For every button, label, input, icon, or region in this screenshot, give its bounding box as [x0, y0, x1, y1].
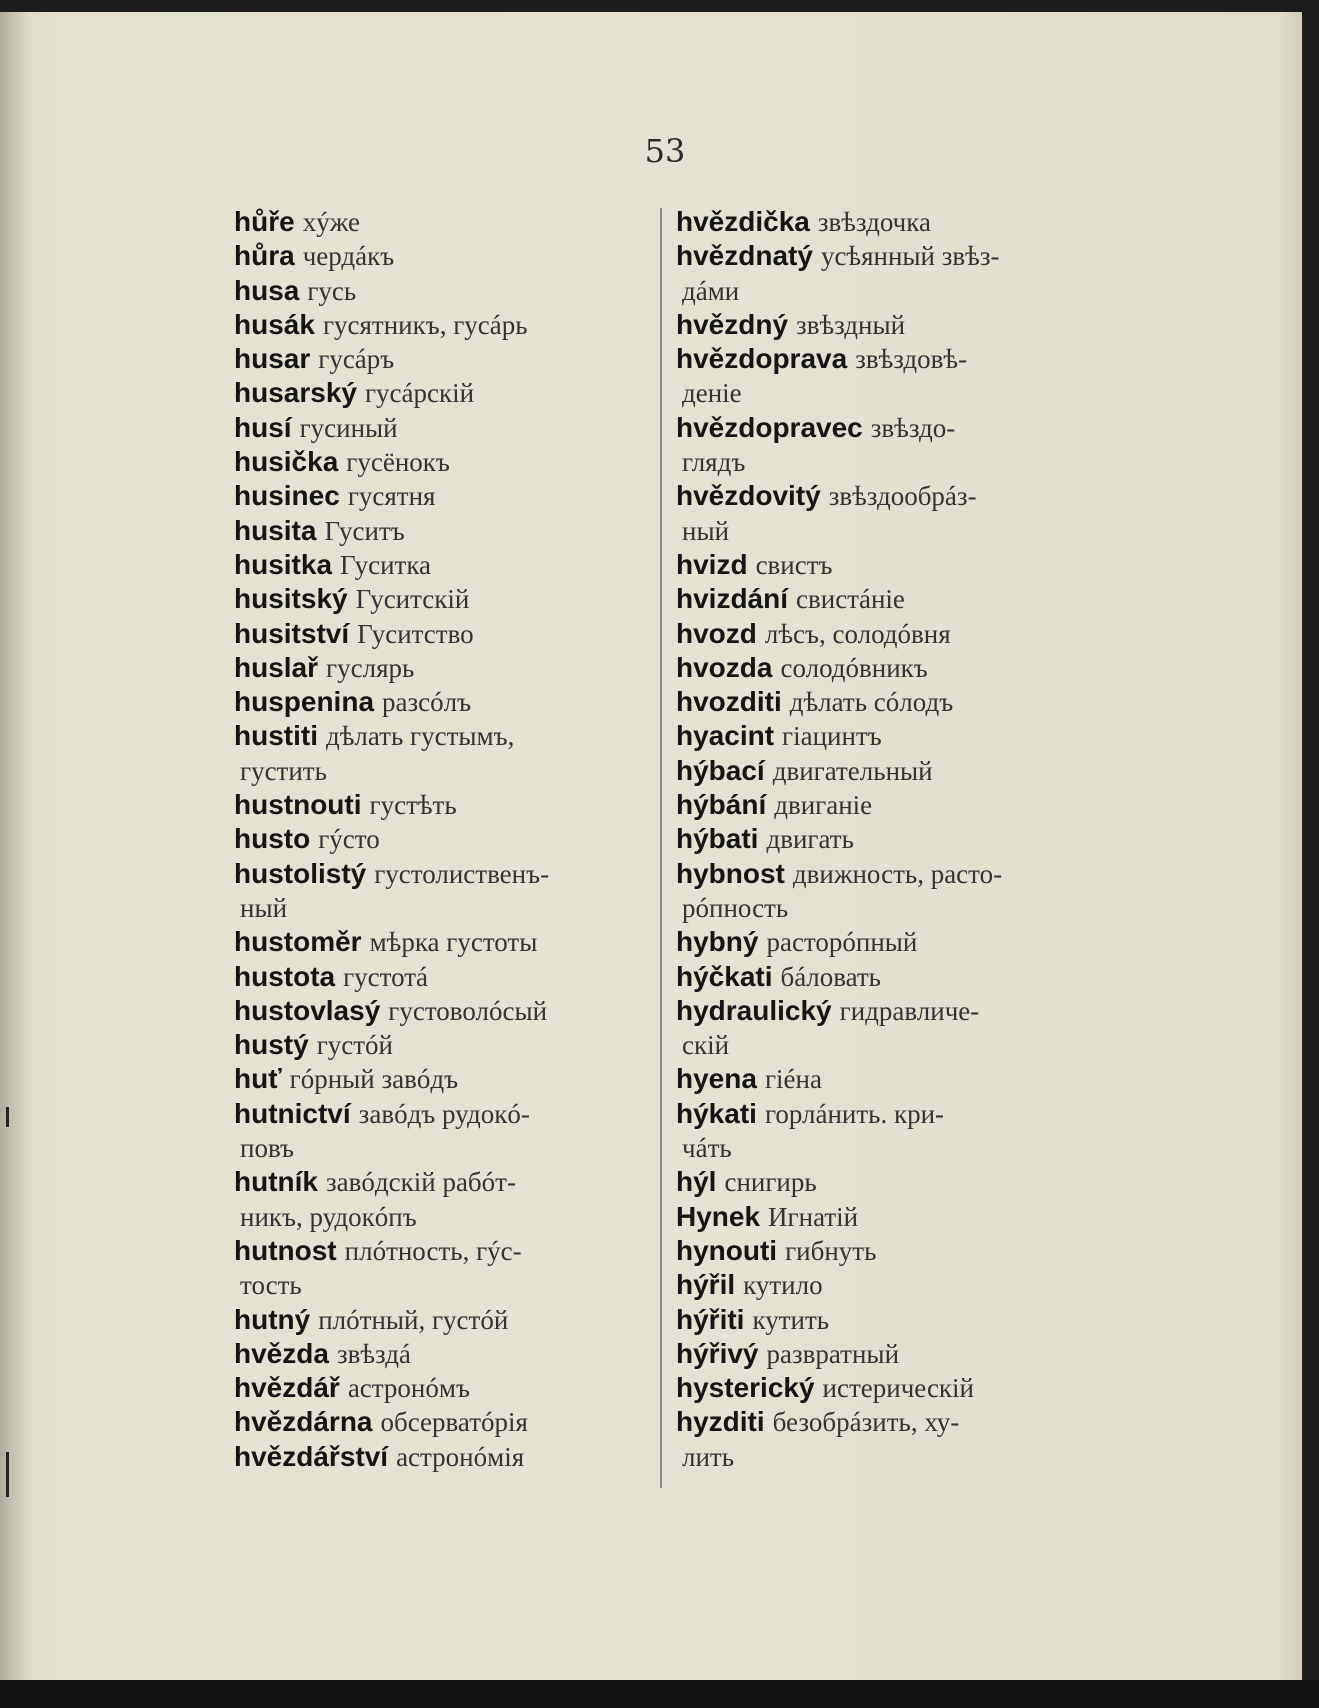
translation: плóтность, гýс-	[344, 1235, 522, 1266]
translation: гóрный завóдъ	[289, 1064, 459, 1095]
translation: Гуситство	[357, 618, 474, 649]
headword: Hynek	[676, 1200, 761, 1232]
dictionary-entry	[234, 960, 654, 994]
translation: истерическій	[822, 1373, 974, 1404]
headword: hvězdářství	[234, 1440, 389, 1472]
translation: свистáніе	[796, 584, 905, 615]
dictionary-entry	[676, 1234, 1096, 1268]
dictionary-entry	[234, 822, 654, 856]
headword: hvězdář	[234, 1372, 340, 1404]
translation: звѣздá	[336, 1338, 411, 1369]
translation: гусиный	[299, 412, 398, 443]
dictionary-entry	[676, 788, 1096, 822]
headword: husitství	[234, 617, 350, 649]
headword: husarský	[234, 377, 357, 409]
page-gutter-shadow	[0, 12, 28, 1680]
dictionary-entry	[676, 548, 1096, 582]
headword: hvizdání	[676, 583, 789, 615]
translation: хýже	[302, 207, 360, 237]
dictionary-entry	[676, 205, 1096, 239]
dictionary-entry	[234, 239, 654, 273]
page-number: 53	[644, 132, 686, 170]
translation: гуслярь	[326, 652, 415, 683]
headword: husička	[234, 446, 339, 478]
dictionary-entry	[676, 582, 1096, 616]
translation: густоволóсый	[388, 995, 548, 1026]
headword: hustoměr	[234, 926, 362, 958]
headword: hýbací	[676, 754, 765, 786]
dictionary-entry	[676, 754, 1096, 788]
translation: дѣлать сóлодъ	[789, 687, 954, 718]
translation-continuation: густить	[240, 755, 327, 786]
translation: двигательный	[772, 755, 933, 786]
translation: гіéна	[764, 1064, 822, 1095]
headword: huslař	[234, 651, 319, 683]
translation-continuation: ный	[682, 515, 730, 546]
headword: hvězdný	[676, 308, 789, 340]
dictionary-entry	[676, 822, 1096, 856]
translation: безобрáзить, ху-	[772, 1407, 960, 1438]
dictionary-entry	[676, 1200, 1096, 1234]
headword: hutník	[234, 1166, 318, 1198]
translation: дѣлать густымъ,	[326, 721, 515, 752]
headword: hýřivý	[676, 1337, 759, 1369]
translation-continuation: никъ, рудокóпъ	[240, 1201, 417, 1232]
headword: hvězdička	[676, 206, 810, 237]
dictionary-entry	[234, 1165, 654, 1234]
headword: hýl	[676, 1166, 717, 1198]
headword: hýčkati	[676, 960, 773, 992]
translation: Гуситъ	[324, 515, 405, 546]
translation: гусáрскій	[364, 378, 475, 409]
dictionary-entry	[676, 857, 1096, 926]
translation: мѣрка густоты	[369, 927, 538, 958]
dictionary-entry	[234, 1440, 654, 1474]
dictionary-entry	[676, 1062, 1096, 1096]
translation: астронóмъ	[347, 1373, 470, 1404]
headword: hyena	[676, 1063, 757, 1095]
translation: лѣсъ, солодóвня	[764, 618, 951, 649]
headword: hvězdovitý	[676, 480, 821, 512]
translation-continuation: глядъ	[682, 447, 746, 478]
dictionary-entry	[676, 1097, 1096, 1166]
headword: hvozda	[676, 651, 773, 683]
headword: husí	[234, 411, 292, 443]
translation: плóтный, густóй	[318, 1304, 509, 1335]
translation: кутить	[752, 1304, 830, 1335]
dictionary-entry	[676, 617, 1096, 651]
dictionary-entry	[676, 308, 1096, 342]
dictionary-entry	[676, 651, 1096, 685]
dictionary-entry	[676, 1405, 1096, 1474]
headword: huspenina	[234, 686, 375, 718]
translation: гибнуть	[785, 1235, 877, 1266]
dictionary-entry	[234, 617, 654, 651]
dictionary-entry	[234, 582, 654, 616]
translation: движность, расто-	[792, 858, 1003, 889]
headword: hybný	[676, 926, 759, 958]
translation-continuation: тость	[240, 1270, 302, 1301]
headword: hýřil	[676, 1269, 736, 1301]
dictionary-entry	[676, 479, 1096, 548]
headword: hustý	[234, 1029, 309, 1061]
headword: hustovlasý	[234, 994, 381, 1026]
headword: hustolistý	[234, 857, 367, 889]
headword: hyacint	[676, 720, 775, 752]
translation: свистъ	[755, 549, 833, 580]
translation-continuation: ный	[240, 892, 288, 923]
dictionary-entry	[676, 1303, 1096, 1337]
dictionary-entry	[676, 1165, 1096, 1199]
translation: двиганіе	[774, 790, 873, 821]
binding-mark	[6, 1452, 9, 1497]
translation: густотá	[343, 961, 429, 992]
dictionary-entry	[676, 685, 1096, 719]
dictionary-entry	[234, 1371, 654, 1405]
dictionary-entry	[234, 445, 654, 479]
translation: гýсто	[318, 824, 380, 855]
dictionary-entry	[234, 514, 654, 548]
column-divider	[660, 208, 662, 1488]
headword: hynouti	[676, 1234, 778, 1266]
dictionary-entry	[234, 376, 654, 410]
dictionary-entry	[676, 960, 1096, 994]
dictionary-entry	[234, 342, 654, 376]
translation: астронóмія	[396, 1441, 525, 1472]
headword: husto	[234, 823, 311, 855]
headword: hvězdárna	[234, 1406, 373, 1438]
translation: густóй	[316, 1030, 393, 1061]
dictionary-entry	[234, 205, 654, 239]
translation: завóдъ рудокó-	[358, 1098, 530, 1129]
translation: гіацинтъ	[782, 721, 882, 752]
translation: звѣздочка	[817, 207, 931, 237]
translation: завóдскій рабóт-	[326, 1167, 516, 1198]
translation: горлáнить. кри-	[764, 1098, 945, 1129]
headword: hýřiti	[676, 1303, 745, 1335]
translation: гусятникъ, гусáрь	[322, 309, 528, 340]
headword: hvězdopravec	[676, 411, 863, 443]
translation: гусáръ	[318, 344, 395, 375]
headword: hůra	[234, 240, 295, 272]
dictionary-entry	[234, 1405, 654, 1439]
dictionary-entry	[234, 274, 654, 308]
translation: расторóпный	[766, 927, 918, 958]
right-column	[676, 205, 1096, 1474]
translation-continuation: рóпность	[682, 892, 789, 923]
headword: husák	[234, 308, 315, 340]
dictionary-entry	[234, 857, 654, 926]
headword: husinec	[234, 480, 340, 512]
dictionary-entry	[234, 308, 654, 342]
translation: чердáкъ	[302, 241, 395, 272]
translation: Игнатій	[768, 1201, 859, 1232]
translation: звѣздный	[796, 309, 906, 340]
headword: hýbati	[676, 823, 759, 855]
headword: hvozditi	[676, 686, 782, 718]
dictionary-entry	[234, 685, 654, 719]
headword: hvozd	[676, 617, 757, 649]
headword: husita	[234, 514, 317, 546]
translation: гусёнокъ	[346, 447, 450, 478]
translation: бáловать	[780, 961, 881, 992]
translation: густѣть	[369, 790, 457, 821]
headword: hýbání	[676, 789, 767, 821]
left-column	[234, 205, 654, 1474]
headword: hutnost	[234, 1234, 337, 1266]
dictionary-entry	[234, 1028, 654, 1062]
headword: hvězda	[234, 1337, 329, 1369]
translation: звѣздо-	[870, 412, 956, 443]
dictionary-entry	[234, 548, 654, 582]
scan-border	[0, 1680, 1319, 1708]
dictionary-entry	[234, 994, 654, 1028]
translation: развратный	[766, 1338, 900, 1369]
dictionary-entry	[234, 925, 654, 959]
headword: hvizd	[676, 548, 748, 580]
headword: hysterický	[676, 1372, 815, 1404]
dictionary-entry	[234, 411, 654, 445]
translation: густолиственъ-	[374, 858, 550, 889]
dictionary-entry	[234, 1337, 654, 1371]
headword: hustnouti	[234, 789, 362, 821]
dictionary-entry	[676, 719, 1096, 753]
dictionary-entry	[676, 411, 1096, 480]
headword: husa	[234, 274, 300, 306]
dictionary-entry	[234, 788, 654, 822]
dictionary-entry	[676, 1268, 1096, 1302]
headword: hustiti	[234, 720, 318, 752]
translation: солодóвникъ	[780, 652, 928, 683]
translation: снигирь	[724, 1167, 817, 1198]
translation: звѣздообрáз-	[828, 481, 977, 512]
translation-continuation: дáми	[682, 275, 740, 306]
dictionary-entry	[234, 479, 654, 513]
translation-continuation: чáть	[682, 1133, 732, 1164]
binding-mark	[6, 1107, 9, 1127]
headword: husitský	[234, 583, 348, 615]
dictionary-entry	[234, 651, 654, 685]
translation-continuation: скій	[682, 1030, 730, 1061]
headword: husitka	[234, 548, 333, 580]
translation-continuation: лить	[682, 1441, 735, 1472]
dictionary-entry	[676, 994, 1096, 1063]
translation: разсóлъ	[382, 687, 472, 718]
translation: звѣздовѣ-	[855, 344, 968, 375]
translation-continuation: деніе	[682, 378, 742, 409]
dictionary-entry	[234, 1097, 654, 1166]
dictionary-entry	[676, 342, 1096, 411]
headword: hustota	[234, 960, 336, 992]
headword: hutný	[234, 1303, 311, 1335]
headword: hutnictví	[234, 1097, 351, 1129]
headword: hůře	[234, 206, 295, 237]
headword: huť	[234, 1063, 282, 1095]
dictionary-entry	[676, 1337, 1096, 1371]
translation: усѣянный звѣз-	[820, 241, 1000, 272]
translation: Гуситскій	[355, 584, 470, 615]
headword: hýkati	[676, 1097, 757, 1129]
dictionary-entry	[234, 1062, 654, 1096]
dictionary-entry	[234, 1234, 654, 1303]
dictionary-entry	[676, 1371, 1096, 1405]
translation: Гуситка	[340, 549, 432, 580]
translation: гусь	[307, 275, 357, 306]
headword: hvězdnatý	[676, 240, 813, 272]
headword: hvězdoprava	[676, 343, 848, 375]
headword: hyzditi	[676, 1406, 765, 1438]
translation-continuation: повъ	[240, 1133, 294, 1164]
translation: гидравличе-	[839, 995, 980, 1026]
translation: двигать	[766, 824, 854, 855]
dictionary-entry	[676, 239, 1096, 308]
headword: hydraulický	[676, 994, 832, 1026]
translation: обсерватóрія	[380, 1407, 528, 1438]
dictionary-entry	[234, 719, 654, 788]
translation: гусятня	[347, 481, 436, 512]
headword: hybnost	[676, 857, 785, 889]
headword: husar	[234, 343, 311, 375]
dictionary-entry	[234, 1303, 654, 1337]
dictionary-entry	[676, 925, 1096, 959]
dictionary-page	[0, 12, 1302, 1680]
translation: кутило	[743, 1270, 823, 1301]
